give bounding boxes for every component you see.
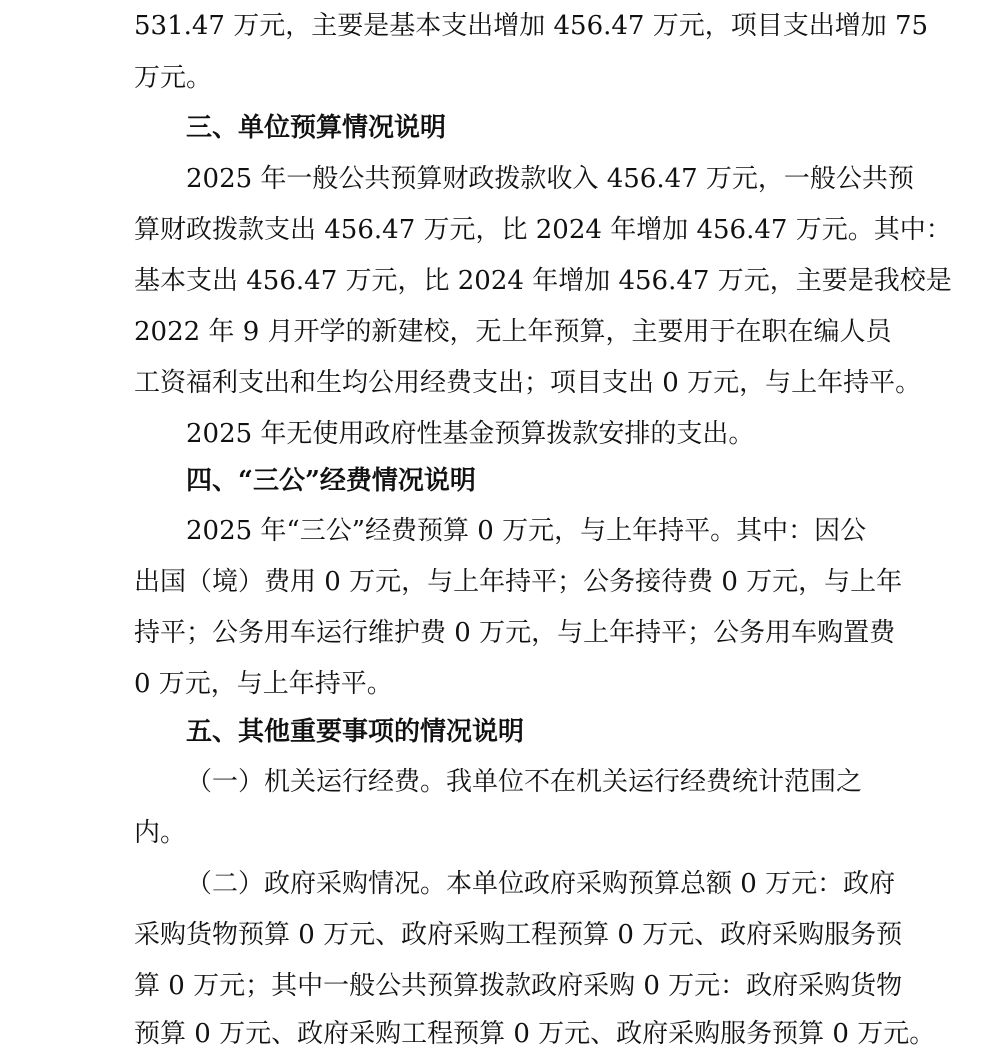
paragraph-line: 2025 年“三公”经费预算 0 万元，与上年持平。其中：因公 bbox=[186, 516, 867, 546]
paragraph-line: 万元。 bbox=[134, 63, 213, 93]
paragraph-line: 内。 bbox=[134, 818, 187, 848]
paragraph-line: （一）机关运行经费。我单位不在机关运行经费统计范围之 bbox=[186, 767, 863, 797]
paragraph-line: 预算 0 万元、政府采购工程预算 0 万元、政府采购服务预算 0 万元。 bbox=[134, 1019, 936, 1049]
paragraph-line: 0 万元，与上年持平。 bbox=[134, 669, 393, 699]
section-heading-other-matters: 五、其他重要事项的情况说明 bbox=[186, 717, 525, 747]
paragraph-line: 2025 年一般公共预算财政拨款收入 456.47 万元，一般公共预 bbox=[186, 164, 914, 194]
paragraph-line: 采购货物预算 0 万元、政府采购工程预算 0 万元、政府采购服务预 bbox=[134, 920, 903, 950]
paragraph-line: 持平；公务用车运行维护费 0 万元，与上年持平；公务用车购置费 bbox=[134, 618, 896, 648]
paragraph-line: 基本支出 456.47 万元，比 2024 年增加 456.47 万元，主要是我校是 bbox=[134, 266, 952, 296]
paragraph-line: （二）政府采购情况。本单位政府采购预算总额 0 万元：政府 bbox=[186, 869, 896, 899]
paragraph-line: 算 0 万元；其中一般公共预算拨款政府采购 0 万元：政府采购货物 bbox=[134, 971, 903, 1001]
paragraph-line: 算财政拨款支出 456.47 万元，比 2024 年增加 456.47 万元。其中： bbox=[134, 215, 952, 245]
paragraph-line: 工资福利支出和生均公用经费支出；项目支出 0 万元，与上年持平。 bbox=[134, 368, 922, 398]
paragraph-line: 2022 年 9 月开学的新建校，无上年预算，主要用于在职在编人员 bbox=[134, 317, 892, 347]
paragraph-line: 2025 年无使用政府性基金预算拨款安排的支出。 bbox=[186, 419, 755, 449]
paragraph-line: 531.47 万元，主要是基本支出增加 456.47 万元，项目支出增加 75 bbox=[134, 11, 929, 41]
section-heading-unit-budget: 三、单位预算情况说明 bbox=[186, 113, 447, 143]
paragraph-line: 出国（境）费用 0 万元，与上年持平；公务接待费 0 万元，与上年 bbox=[134, 567, 903, 597]
section-heading-three-public: 四、“三公”经费情况说明 bbox=[186, 466, 476, 496]
